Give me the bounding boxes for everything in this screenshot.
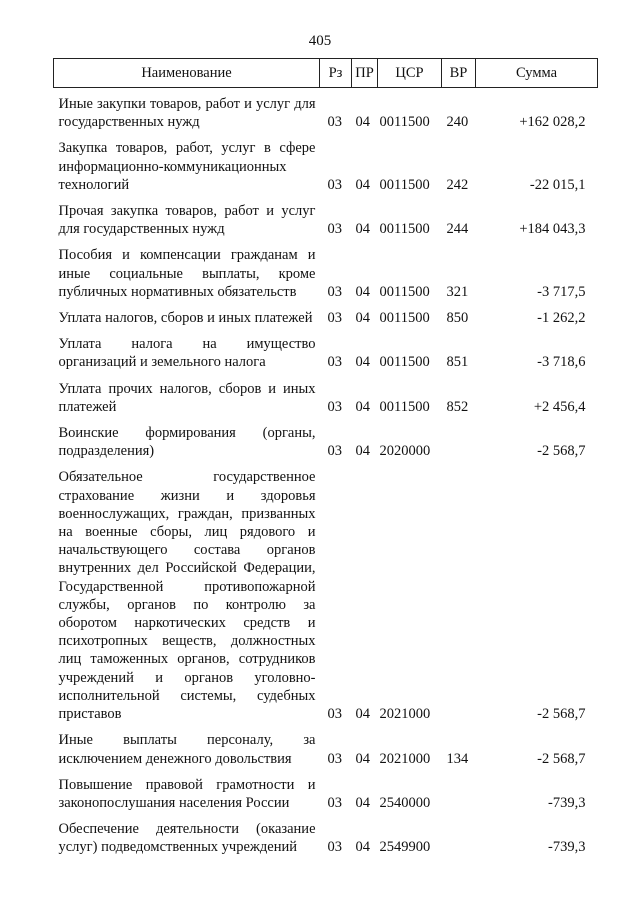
row-csr: 0011500 [379, 176, 430, 193]
row-name: Иные закупки товаров, работ и услуг для государственных нужд [58, 96, 316, 131]
row-vr [442, 820, 476, 856]
row-csr: 2021000 [379, 750, 431, 767]
row-name: Пособия и компенсации гражданам и иные социальные выплаты, кроме публичных нормативных обязательств [58, 247, 316, 300]
row-sum: -22 015,1 [529, 176, 586, 193]
row-pr: 04 [355, 398, 370, 415]
row-name: Уплата налога на имущество организаций и земельного налога [58, 336, 316, 371]
row-pr: 04 [355, 706, 370, 723]
page-number: 405 [308, 33, 332, 49]
table-row [54, 309, 598, 327]
row-sum: -2 568,7 [537, 706, 586, 723]
row-csr: 2549900 [379, 839, 431, 856]
row-pr: 04 [355, 176, 370, 193]
row-name: Повышение правовой грамотности и законопослушания населения России [58, 776, 316, 811]
table-row [54, 820, 598, 856]
row-csr: 0011500 [379, 283, 430, 300]
row-name: Иные выплаты персоналу, за исключением денежного довольствия [58, 732, 316, 767]
row-rz: 03 [327, 283, 342, 300]
row-pr: 04 [355, 310, 370, 327]
row-name: Обязательное государственное страхование жизни и здоровья военнослужащих, граждан, призванных на военные сборы, лиц рядового и начальствующего состава органов внутренних дел Российской Федерации, Государственной противопожарной службы, органов по контролю за оборотом наркотических средств и психотропных веществ, должностных лиц таможенных органов, сотрудников учреждений и органов уголовно-исполнительной системы, судебных приставов [58, 469, 316, 723]
row-rz: 03 [327, 750, 342, 767]
header-row [54, 59, 598, 88]
row-pr: 04 [355, 221, 370, 238]
row-rz: 03 [327, 839, 342, 856]
row-rz: 03 [327, 443, 342, 460]
row-vr [442, 424, 476, 460]
row-sum: -739,3 [548, 839, 586, 856]
table-row [54, 246, 598, 301]
row-name: Воинские формирования (органы, подразделения) [58, 425, 316, 460]
table-row [54, 776, 598, 812]
header-sum: Сумма [476, 59, 598, 88]
row-vr [442, 776, 476, 812]
table-row [54, 95, 598, 131]
row-vr: 850 [446, 310, 469, 327]
row-pr: 04 [355, 354, 370, 371]
row-vr: 244 [446, 221, 469, 238]
row-name: Уплата налогов, сборов и иных платежей [58, 310, 313, 327]
row-csr: 0011500 [379, 354, 430, 371]
row-csr: 0011500 [379, 310, 430, 327]
row-rz: 03 [327, 114, 342, 131]
row-rz: 03 [327, 221, 342, 238]
row-sum: -739,3 [548, 794, 586, 811]
row-sum: -2 568,7 [537, 750, 586, 767]
table-row [54, 335, 598, 371]
row-csr: 2020000 [379, 443, 431, 460]
row-csr: 2021000 [379, 706, 431, 723]
table-row [54, 424, 598, 460]
row-csr: 2540000 [379, 794, 431, 811]
row-pr: 04 [355, 283, 370, 300]
row-pr: 04 [355, 114, 370, 131]
header-name: Наименование [54, 59, 320, 88]
row-vr: 242 [446, 176, 469, 193]
row-sum: +184 043,3 [519, 221, 586, 238]
row-vr: 851 [446, 354, 469, 371]
table-row [54, 139, 598, 194]
budget-table [53, 58, 598, 857]
row-rz: 03 [327, 706, 342, 723]
row-pr: 04 [355, 443, 370, 460]
row-rz: 03 [327, 176, 342, 193]
row-vr: 321 [446, 283, 469, 300]
row-name: Обеспечение деятельности (оказание услуг) подведомственных учреждений [58, 821, 316, 856]
row-sum: +162 028,2 [519, 114, 586, 131]
row-sum: -3 718,6 [537, 354, 586, 371]
row-pr: 04 [355, 839, 370, 856]
row-sum: -3 717,5 [537, 283, 586, 300]
table-body [54, 88, 598, 857]
row-vr: 134 [446, 750, 469, 767]
table-row [54, 731, 598, 767]
row-rz: 03 [327, 398, 342, 415]
row-csr: 0011500 [379, 398, 430, 415]
header-csr: ЦСР [378, 59, 442, 88]
row-vr: 240 [446, 114, 469, 131]
header-pr: ПР [352, 59, 378, 88]
row-sum: -1 262,2 [537, 310, 586, 327]
row-rz: 03 [327, 310, 342, 327]
table-header [54, 59, 598, 88]
table-row [54, 202, 598, 238]
row-pr: 04 [355, 750, 370, 767]
row-csr: 0011500 [379, 114, 430, 131]
row-rz: 03 [327, 794, 342, 811]
row-vr: 852 [446, 398, 469, 415]
row-rz: 03 [327, 354, 342, 371]
table-row [54, 468, 598, 723]
row-name: Закупка товаров, работ, услуг в сфере информационно-коммуникационных технологий [58, 140, 316, 193]
row-csr: 0011500 [379, 221, 430, 238]
table-row [54, 380, 598, 416]
row-pr: 04 [355, 794, 370, 811]
row-sum: +2 456,4 [533, 398, 586, 415]
row-sum: -2 568,7 [537, 443, 586, 460]
row-name: Прочая закупка товаров, работ и услуг для государственных нужд [58, 203, 316, 238]
header-vr: ВР [442, 59, 476, 88]
row-vr [442, 468, 476, 723]
header-rz: Рз [320, 59, 352, 88]
row-name: Уплата прочих налогов, сборов и иных платежей [58, 380, 316, 415]
